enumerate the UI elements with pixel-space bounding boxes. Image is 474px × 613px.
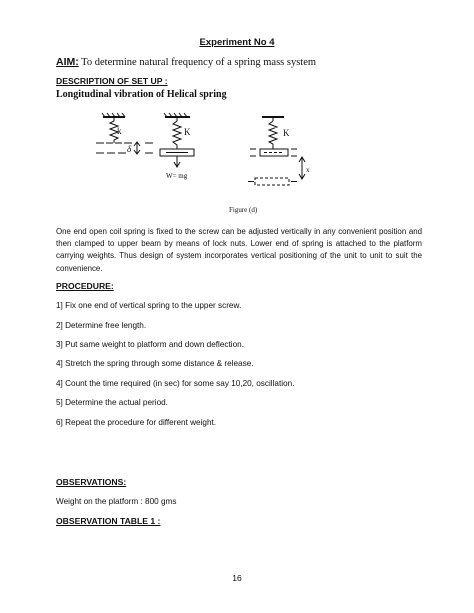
setup-description: One end open coil spring is fixed to the screw can be adjusted vertically in any convenient position and then clamped to upper beam by means of lock nuts. Lower end of spring is attached to the platform carrying weights. Thus design of system incorporates vertical positioning of the unit to unit to suit the convenience. (56, 227, 422, 273)
platform-weight: Weight on the platform : 800 gms (56, 497, 177, 506)
label-weight: W= mg (166, 172, 188, 180)
setup-heading: DESCRIPTION OF SET UP : (56, 76, 168, 86)
label-k1: k (117, 126, 122, 136)
observation-table-heading: OBSERVATION TABLE 1 : (56, 516, 161, 526)
page-title: Experiment No 4 (199, 37, 275, 48)
procedure-step: 1] Fix one end of vertical spring to the upper screw. (56, 301, 242, 310)
label-delta: δ (127, 144, 132, 154)
observations-heading: OBSERVATIONS: (56, 477, 127, 487)
loaded-spring-system (160, 113, 194, 167)
free-spring-system (96, 113, 153, 154)
displaced-spring-system (248, 117, 305, 185)
figure-caption: Figure (d) (229, 206, 258, 214)
procedure-step: 4] Stretch the spring through some distance & release. (56, 359, 254, 368)
aim-text: To determine natural frequency of a spring mass system (78, 57, 317, 68)
procedure-step: 2] Determine free length. (56, 321, 147, 330)
procedure-step: 4] Count the time required (in sec) for some say 10,20, oscillation. (56, 379, 295, 388)
label-x: x (306, 166, 310, 174)
procedure-step: 3] Put same weight to platform and down deflection. (56, 340, 244, 349)
page-number: 16 (232, 573, 242, 583)
aim-line (56, 56, 316, 68)
aim-label: AIM: (56, 56, 79, 68)
procedure-step: 5] Determine the actual period. (56, 398, 168, 407)
figure-subheading: Longitudinal vibration of Helical spring (56, 89, 227, 100)
label-k2: K (184, 127, 191, 137)
spring-mass-figure (90, 108, 330, 220)
procedure-step: 6] Repeat the procedure for different weight. (56, 418, 217, 427)
procedure-heading: PROCEDURE: (56, 281, 114, 291)
label-k3: K (283, 128, 290, 138)
